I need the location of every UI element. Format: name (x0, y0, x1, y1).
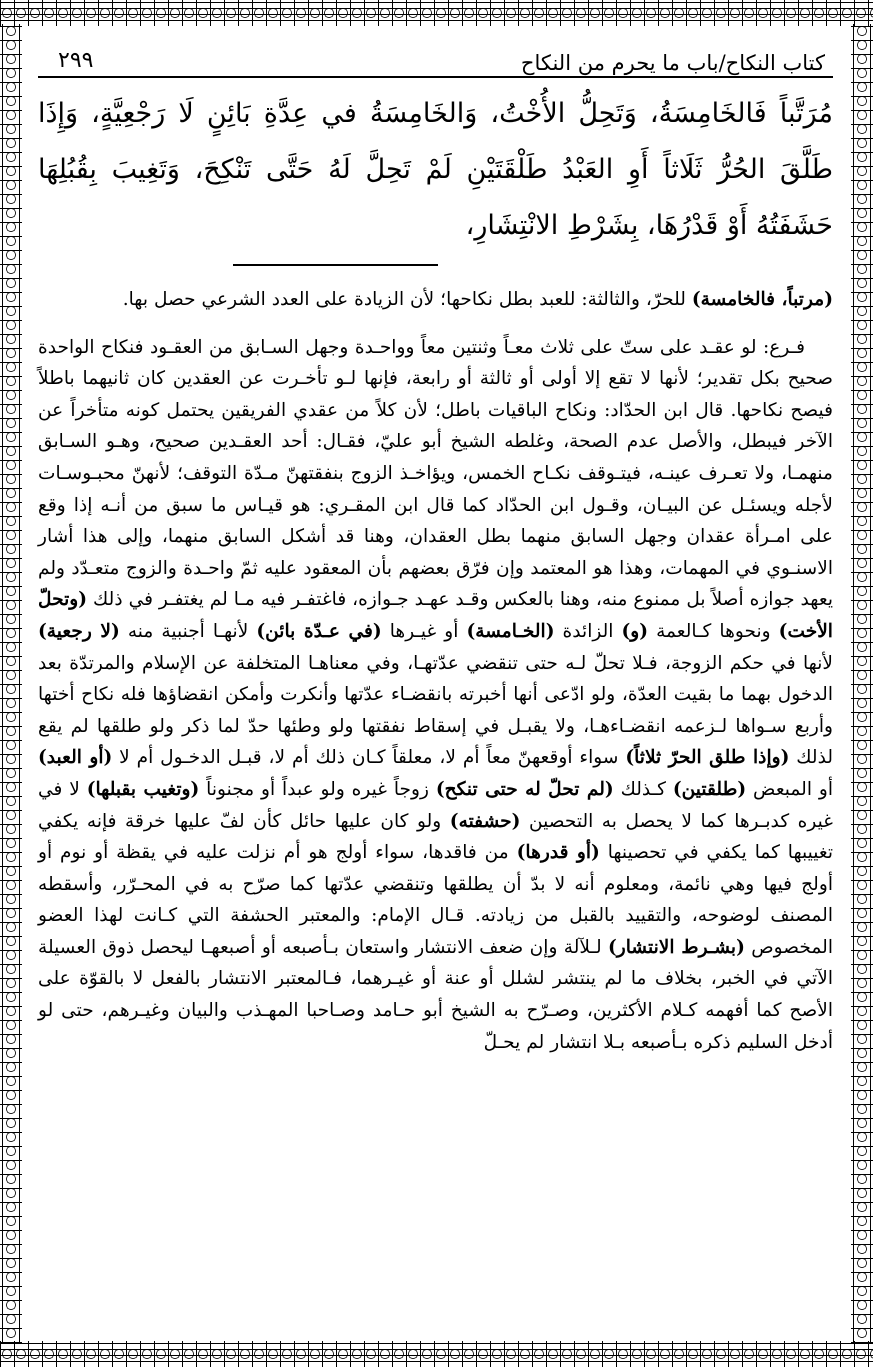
commentary-text: الزائدة (554, 620, 622, 642)
commentary-text: كـذلك (613, 778, 673, 800)
commentary-text: لا في غيره كدبـرها كما لا يحصل به التحصين (38, 778, 834, 832)
ornamental-border-right (851, 24, 873, 1343)
commentary-text: زوجاً غيره ولو عبداً أو مجنوناً (199, 778, 436, 800)
bold-quote: (طلقتين) (672, 778, 747, 800)
footnote-separator (233, 264, 438, 266)
bold-quote: (الخـامسة) (466, 620, 555, 642)
bold-quote: (أو قدرها) (516, 842, 600, 864)
running-header (38, 30, 833, 78)
bold-quote: (في عـدّة بائن) (256, 620, 382, 642)
commentary-text: لأنهـا أجنبية منه (119, 620, 257, 642)
bold-quote: (بشـرط الانتشار) (607, 936, 745, 958)
bold-quote: (لم تحلّ له حتى تنكح) (435, 778, 614, 800)
commentary-text: لأنها في حكم الزوجة، فـلا تحلّ لـه حتى تنقضي عدّتهـا، وفي معناهـا المتخلفة عن الإسلام والمرتدّة بعد الدخول بهما ما بقيت العدّة، ولو ادّعى أنها أخبرته بانقضـاء عدّتها وأنكرت وأمكن انقضاؤها فله نكاح أختها وأربع سـواها لـزعمه انقضـاءهـا، ولا يقبـل في إسقاط نفقتها ولو وطئها حدّ لما ذكر ولو طلقها لم يقع لذلك (38, 652, 833, 769)
bold-quote: (وتغيب بقبلها) (86, 778, 200, 800)
main-text: مُرَتَّباً فَالخَامِسَةُ، وَتَحِلُّ الأُخْتُ، وَالخَامِسَةُ في عِدَّةِ بَائِنٍ لَا رَجْعِيَّةٍ، وَإِذَا طَلَّقَ الحُرُّ ثَلَاثاً أَوِ العَبْدُ طَلْقَتَيْنِ لَمْ تَحِلَّ لَهُ حَتَّى تَنْكِحَ، وَتَغِيبَ بِقُبُلِهَا حَشَفَتُهُ أَوْ قَدْرُهَا، بِشَرْطِ الانْتِشَارِ، (38, 98, 833, 241)
bold-quote: (وتحلّ الأخت) (38, 589, 833, 642)
commentary-text: أو المبعض (746, 778, 833, 800)
ornamental-border-bottom (0, 1341, 873, 1367)
commentary-paragraph-1 (38, 284, 833, 316)
commentary-text: ونحوها كـالعمة (648, 620, 779, 642)
bold-quote: (و) (621, 620, 649, 642)
page-number: ٢٩٩ (58, 48, 94, 73)
commentary-paragraph-2 (38, 332, 833, 1059)
bold-quote: (لا رجعية) (38, 620, 120, 642)
bold-quote: (حشفته) (449, 810, 521, 832)
ornamental-border-left (0, 24, 22, 1343)
bold-quote: (أو العبد) (38, 747, 113, 769)
commentary-text: فـرع: لو عقـد على ستّ على ثلاث معـاً وثنتين معاً وواحـدة وجهل السـابق من العقـود فنكاح الواحدة صحيح بكل تقدير؛ لأنها لا تقع إلا أولى أو ثالثة أو رابعة، فإنها لـو تأخـرت عن العقدين كان ثانيهما باطلاً فيصح نكاحها. قال ابن الحدّاد: ونكاح الباقيات باطل؛ لأن كلاً من عقدي الفريقين يحتمل كونه متأخراً عن الآخر فيبطل، والأصل عدم الصحة، وغلطه الشيخ أبو عليّ، فقـال: أحد العقـدين صحيح، وهـو السـابق منهمـا، ولا تعـرف عينـه، فيتـوقف نكـاح الخمس، ويؤاخـذ الزوج بنفقتهنّ مـدّة التوقف؛ لأنهنّ محبـوسـات لأجله ويسئـل عن البيـان، وقـول ابن الحدّاد كما قال ابن المقـري: هو قيـاس ما سبق من أنـه إذا وقع على امـرأة عقدان وجهل السابق منهما بطل العقدان، وهنا قد أشكل السابق منهما، وإلى هذا أشار الاسنـوي في المهمات، وهذا هو المعتمد وإن فرّق بعضهم بأن المعقود عليه ثمّ واحـدة والزوج متعـدّد ولم يعهد جوازه أصلاً بل ممنوع منه، وهنا بالعكس وقـد عهـد جـوازه، فاغتفـر فيه مـا لم يغتفـر في ذلك (38, 336, 833, 611)
bold-quote: (مرتباً، فالخامسة) (691, 289, 833, 310)
book-page (38, 30, 833, 1333)
commentary-text: سواء أوقعهنّ معاً أم لا، معلقاً كـان ذلك أم لا، قبـل الدخـول أم لا (112, 747, 626, 769)
chapter-title: كتاب النكاح/باب ما يحرم من النكاح (520, 51, 825, 75)
footnote-separator-wrap (38, 264, 833, 266)
ornamental-border-top (0, 0, 873, 26)
bold-quote: (وإذا طلق الحرّ ثلاثاً) (625, 747, 790, 769)
commentary-text: أو غيـرها (381, 620, 467, 642)
commentary-text: لـلآلة وإن ضعف الانتشار واستعان بـأصبعه أو أصبعهـا ليحصل ذوق العسيلة الآتي في الخبر، بخلاف ما لم ينتشر لشلل أو عنة أو غيـرهما، فـالمعتبر الانتشار بالفعل لا بالقوّة على الأصح كما أفهمه كـلام الأكثرين، وصـرّح به الشيخ أبو حـامد وصـاحبا المهـذب والبيان وغيـرهم، حتى لو أدخل السليم ذكره بـأصبعه بـلا انتشار لم يحـلّ (38, 936, 833, 1053)
commentary-text: من فاقدها، سواء أولج هو أم نزلت عليه في يقظة أو نوم أو أولج فيها وهي نائمة، ومعلوم أنه لا بدّ أن يطلقها وتنقضي عدّتها كما صرّح به في المحـرّر، وأسقطه المصنف لوضوحه، والتقييد بالقبل من زيادته. قـال الإمام: والمعتبر الحشفة التي كـانت لهذا العضو المخصوص (38, 842, 833, 958)
commentary-text: ولو كان عليها حائل كأن لفّ عليها خرقة فإنه يكفي تغييبها كما يكفي في تحصينها (38, 810, 834, 864)
commentary-text: للحرّ، والثالثة: للعبد بطل نكاحها؛ لأن الزيادة على العدد الشرعي حصل بها. (122, 289, 692, 310)
commentary (38, 284, 833, 1058)
